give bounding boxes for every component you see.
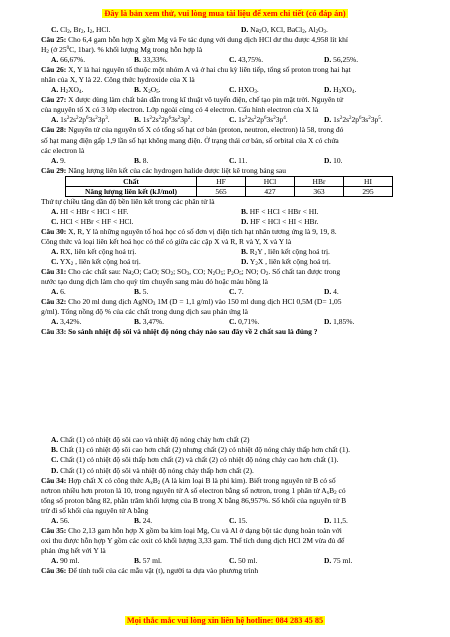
question-30-options-ab: [41, 247, 421, 257]
option-c: C. 50 ml.: [229, 555, 258, 565]
question-32-options: [41, 317, 421, 327]
table-cell: Chất: [66, 176, 197, 186]
question-29: Câu 29: Năng lượng liên kết của các hydrogen halide được liệt kê trong bảng sau: [41, 165, 286, 175]
question-33-option-a: A. Chất (1) có nhiệt độ sôi cao và nhiệt độ nóng chảy hơn chất (2): [51, 435, 250, 445]
question-26-options: [41, 85, 421, 95]
option-a: A. 9.: [51, 155, 66, 165]
question-28-line2: số hạt mang điện gấp 1,9 lần số hạt không mang điện. Ở trạng thái cơ bản, số orbital của X có chứa: [41, 135, 339, 145]
trial-banner-text: Đây là bản xem thử, vui lòng mua tài liệu để xem chi tiết (có đáp án): [104, 9, 346, 18]
question-29-line2: Thứ tự chiều tăng dần độ bền liên kết trong các phân tử là: [41, 196, 215, 206]
question-35-line2: oxi thu được hỗn hợp Y gồm các oxit có khối lượng 3,33 gam. Thể tích dung dịch HCl 2M vừa đủ để: [41, 535, 345, 545]
question-33-option-c: C. Chất (1) có nhiệt độ sôi thấp hơn chất (2) và chất (2) có nhiệt độ nóng chảy cao hơn chất (1).: [51, 455, 339, 465]
question-29-options-cd: [41, 217, 421, 227]
option-b: B. 8.: [134, 155, 149, 165]
option-b: B. 33,33%.: [134, 55, 168, 65]
option-d: D. $1s^22s^22p^63s^23p^5$.: [324, 115, 383, 125]
option-b: B. 24.: [134, 515, 153, 525]
question-25-line2: $H_2$ (ở $25^0C$, 1bar). % khối lượng Mg trong hỗn hợp là: [41, 45, 203, 56]
option-d: D. 1,85%.: [324, 317, 355, 327]
question-27-line2: của nguyên tố X có 3 lớp electron. Lớp ngoài cùng có 4 electron. Cấu hình electron của X là: [41, 105, 319, 115]
table-cell: 427: [246, 186, 295, 196]
option-a: A. HI < HBr < HCl < HF.: [51, 206, 129, 216]
option-a: A. 56.: [51, 515, 70, 525]
table-row: [66, 186, 393, 196]
option-d: D. $Y_2X$ , liên kết cộng hoá trị.: [241, 256, 331, 267]
option-d: D. $H_3XO_4$.: [324, 85, 357, 96]
question-34-line3: tổng số proton bằng 82, phần trăm khối lượng của B trong X bằng 86,957%. Số khối của nguyên tử B: [41, 495, 347, 505]
option-b: B. $R_2Y$ , liên kết cộng hoá trị.: [241, 246, 330, 257]
option-d: D. HF < HCl < HI < HBr.: [241, 216, 319, 226]
table-cell: HI: [344, 176, 393, 186]
question-34: Câu 34: Hợp chất X có công thức $A_xB_2$ (A là kim loại B là phi kim). Biết trong nguyên tử B có số: [41, 475, 336, 486]
figure-blank-area: [41, 337, 421, 435]
question-25-options: [41, 55, 421, 65]
question-27: Câu 27: X được dùng làm chất bán dẫn trong kĩ thuật vô tuyến điện, chế tạo pin mặt trời. Nguyên tử: [41, 95, 344, 105]
option-a: A. RX, liên kết cộng hoá trị.: [51, 246, 137, 256]
question-27-options: [41, 115, 421, 125]
option-d: D. 56,25%.: [324, 55, 359, 65]
question-28-line3: các electron là: [41, 145, 85, 155]
option-d: D. 11,5.: [324, 515, 348, 525]
bond-energy-table: [65, 176, 393, 197]
question-33-option-d: D. Chất (1) có nhiệt độ sôi và nhiệt độ nóng chảy thấp hơn chất (2).: [51, 465, 254, 475]
option-a: A. 66,67%.: [51, 55, 86, 65]
trial-banner: [0, 9, 450, 18]
option-b: B. 5.: [134, 287, 149, 297]
option-b: B. 3,47%.: [134, 317, 165, 327]
hotline-banner-text: Mọi thắc mắc vui lòng xin liên hệ hotline: 084 283 45 85: [126, 616, 324, 625]
option-d: D. 75 ml.: [324, 555, 353, 565]
question-36: Câu 36: Để tính tuổi của các mẫu vật (t), người ta dựa vào phương trình: [41, 565, 259, 575]
table-cell: HBr: [295, 176, 344, 186]
option-d: D. 4.: [324, 287, 339, 297]
question-25: Câu 25: Cho 6,4 gam hỗn hợp X gồm Mg và Fe tác dụng với dung dịch HCl dư thu được 4,958 lít khí: [41, 35, 348, 45]
question-28-options: [41, 156, 421, 166]
option-c: C. $YX_2$ , liên kết cộng hoá trị.: [51, 256, 141, 267]
option-b: B. $X_2O_5$.: [134, 85, 161, 96]
option-c: C. 43,75%.: [229, 55, 264, 65]
option-c: C. 15.: [229, 515, 248, 525]
question-33: Câu 33: So sánh nhiệt độ sôi và nhiệt độ nóng chảy nào sau đây về 2 chất sau là đúng ?: [41, 327, 318, 337]
question-35-line3: phản ứng hết với Y là: [41, 545, 106, 555]
question-28: Câu 28: Nguyên tử của nguyên tố X có tổng số hạt cơ bản (proton, neutron, electron) là 58, trong đó: [41, 125, 344, 135]
question-26-line2: nhân của X, Y là 22. Công thức hydroxide của X là: [41, 75, 195, 85]
question-34-options: [41, 516, 421, 526]
option-c: C. $1s^22s^22p^63s^23p^4$.: [229, 115, 288, 125]
table-cell: 363: [295, 186, 344, 196]
table-cell: HCl: [246, 176, 295, 186]
table-cell: 565: [197, 186, 246, 196]
question-35: Câu 35: Cho 2,13 gam hỗn hợp X gồm ba kim loại Mg, Cu và Al ở dạng bột tác dụng hoàn toàn với: [41, 525, 342, 535]
question-30: Câu 30: X, R, Y là những nguyên tố hoá học có số đơn vị điện tích hạt nhân tương ứng là 9, 19, 8.: [41, 226, 337, 236]
question-32-line2: g/ml). Tổng nồng độ % của các chất trong dung dịch sau phản ứng là: [41, 307, 249, 317]
option-c: C. 0,71%.: [229, 317, 260, 327]
question-32: Câu 32: Cho 20 ml dung dịch AgNO$_3$ 1M (D = 1,1 g/ml) vào 150 ml dung dịch HCl 0,5M (D= 1,05: [41, 297, 342, 308]
table-header-row: [66, 176, 393, 186]
option-b: B. $1s^22s^22p^63s^23p^2$.: [134, 115, 193, 125]
question-30-options-cd: [41, 257, 421, 267]
option-a: A. $1s^22s^22p^63s^23p^3$.: [51, 115, 110, 125]
question-prev-options: [41, 25, 421, 35]
option-a: A. 6.: [51, 287, 66, 297]
table-cell: HF: [197, 176, 246, 186]
option-c: C. $HXO_3$.: [229, 85, 259, 96]
table-cell: Năng lượng liên kết (kJ/mol): [66, 186, 197, 196]
question-35-options: [41, 556, 421, 566]
question-30-line2: Công thức và loại liên kết hoá học có thể có giữa các cặp X và R, R và Y, X và Y là: [41, 236, 292, 246]
question-34-line4: trừ đi số khối của nguyên tử A bằng: [41, 505, 149, 515]
question-34-line2: nơtron nhiều hơn proton là 10, trong nguyên tử A số electron bằng số nơtron, trong 1 phân tử $A_xB_2$ có: [41, 485, 346, 496]
option-d: D. 10.: [324, 155, 343, 165]
option-c: C. 7.: [229, 287, 244, 297]
option-c: C. 11.: [229, 155, 248, 165]
question-26: Câu 26: X, Y là hai nguyên tố thuộc một nhóm A và ở hai chu kỳ liên tiếp, tổng số proton trong hai hạt: [41, 65, 351, 75]
option-a: A. 3,42%.: [51, 317, 82, 327]
option-a: A. $H_2XO_4$.: [51, 85, 84, 96]
question-33-option-b: B. Chất (1) có nhiệt độ sôi cao hơn chất (2) nhưng chất (2) có nhiệt độ nóng chảy thấp hơn chất (1).: [51, 445, 351, 455]
option-b: B. 57 ml.: [134, 555, 162, 565]
question-29-options-ab: [41, 207, 421, 217]
option-c: C. HCl < HBr < HF < HCl.: [51, 216, 134, 226]
table-cell: 295: [344, 186, 393, 196]
exam-content: [41, 25, 421, 576]
option: C. $Cl_2$, $Br_2$, $I_2$, HCl.: [51, 25, 111, 35]
option: D. $Na_2O$, KCl, BaCl$_2$, $Al_2O_3$.: [241, 25, 328, 35]
question-31: Câu 31: Cho các chất sau: $Na_2O$; CaO; $SO_2$; $SO_3$, CO; $N_2O_5$; $P_2O_5$; NO; $O_2$. Số chất tan được trong: [41, 267, 341, 278]
question-31-options: [41, 287, 421, 297]
option-b: B. HF < HCl < HBr < HI.: [241, 206, 319, 216]
option-a: A. 90 ml.: [51, 555, 80, 565]
question-31-line2: nước tạo dung dịch làm cho quỳ tím chuyển sang màu đỏ hoặc màu hồng là: [41, 277, 268, 287]
hotline-banner: [0, 616, 450, 625]
